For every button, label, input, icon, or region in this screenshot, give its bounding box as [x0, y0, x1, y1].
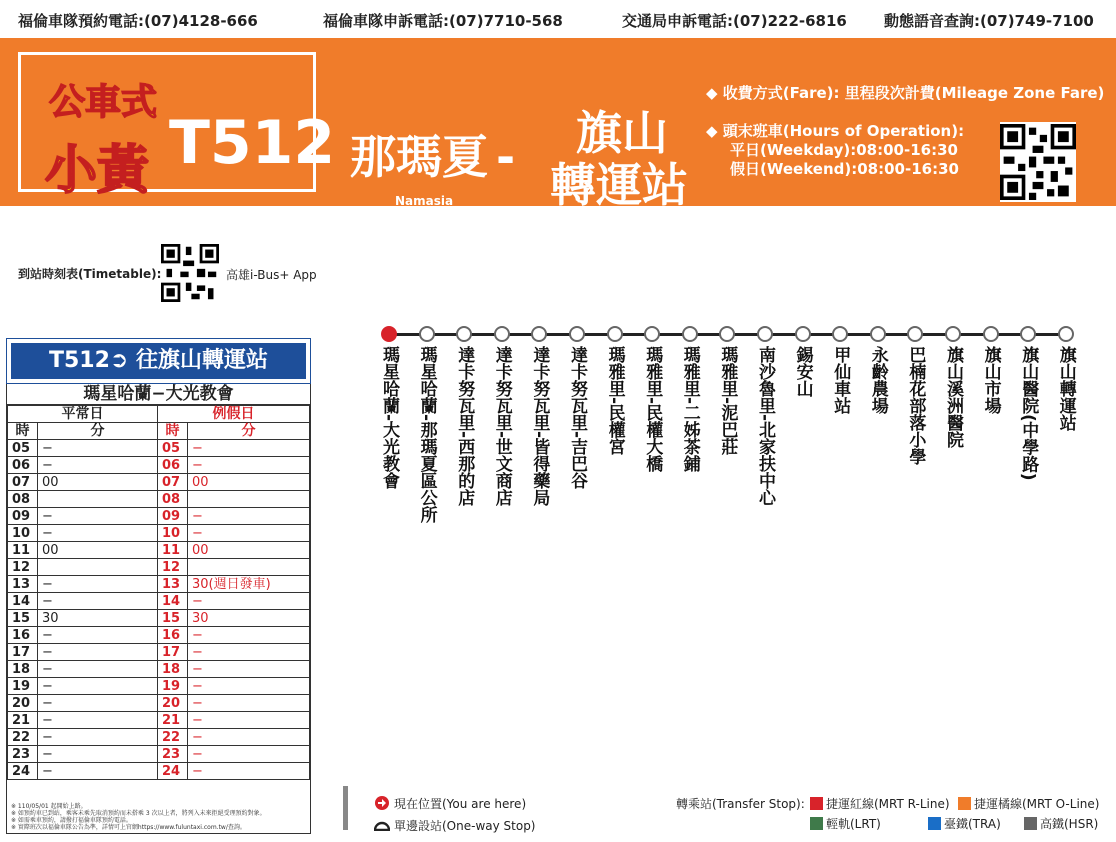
- stop-marker: [907, 326, 923, 342]
- weekday-hour: 16: [8, 627, 38, 644]
- weekday-hour: 12: [8, 559, 38, 576]
- timetable-row: [8, 491, 310, 508]
- stop-name: 瑪雅里-二姊茶鋪: [679, 346, 700, 473]
- holiday-hour: 20: [158, 695, 188, 712]
- holiday-hour: 05: [158, 440, 188, 457]
- weekday-minute: −: [38, 440, 158, 457]
- weekday-minute: −: [38, 457, 158, 474]
- stop-marker: [682, 326, 698, 342]
- legend-you-are-here: [374, 795, 526, 812]
- timetable-row: [8, 712, 310, 729]
- legend-you-label: 現在位置(You are here): [394, 797, 527, 811]
- stop-name: 旗山溪洲醫院: [943, 346, 963, 448]
- timetable-grid: [7, 405, 310, 780]
- legend-mrt-r: [810, 795, 950, 812]
- holiday-minute: −: [188, 627, 310, 644]
- holiday-minute: 30(週日發車): [188, 576, 310, 593]
- stop-marker: [1020, 326, 1036, 342]
- stop-marker: [531, 326, 547, 342]
- stop-marker: [419, 326, 435, 342]
- holiday-hour: 18: [158, 661, 188, 678]
- weekday-hour: 17: [8, 644, 38, 661]
- weekday-hour: 14: [8, 593, 38, 610]
- lrt-label: 輕軌(LRT): [826, 817, 881, 831]
- note-3: ※ 如需乘車預約，請撥打福倫車隊預約電話。: [11, 817, 132, 824]
- holiday-minute: −: [188, 678, 310, 695]
- legend-lrt: [810, 815, 881, 832]
- holiday-hour: 15: [158, 610, 188, 627]
- weekday-minute: −: [38, 661, 158, 678]
- bureau-phone: 交通局申訴電話:(07)222-6816: [622, 12, 847, 30]
- stop-name: 甲仙車站: [830, 346, 851, 414]
- stop-marker: [569, 326, 585, 342]
- timetable-row: [8, 678, 310, 695]
- origin-name: 那瑪夏: [350, 130, 488, 184]
- you-are-here-icon: [374, 796, 390, 810]
- timetable-link-label: 到站時刻表(Timetable):: [18, 267, 162, 281]
- current-stop-marker: [381, 326, 397, 342]
- weekday-hour-header: 時: [8, 423, 38, 440]
- weekday-minute: −: [38, 644, 158, 661]
- route-dash: -: [496, 130, 516, 184]
- legend-tra: [928, 815, 1001, 832]
- stop-marker: [456, 326, 472, 342]
- weekday-hour: 06: [8, 457, 38, 474]
- timetable-notes: [11, 803, 266, 831]
- weekday-hour: 20: [8, 695, 38, 712]
- stop-marker: [945, 326, 961, 342]
- holiday-minute: −: [188, 661, 310, 678]
- holiday-hour: 09: [158, 508, 188, 525]
- route-number: T512: [169, 108, 336, 178]
- note-2: ※ 如預約車已到站，乘客未乘先取消預約而未搭乘 3 次以上者，將列入未來拒絕受理預約對象。: [11, 810, 266, 817]
- timetable-row: [8, 542, 310, 559]
- weekday-hour: 22: [8, 729, 38, 746]
- stop-marker: [983, 326, 999, 342]
- lrt-swatch: [810, 817, 823, 830]
- weekday-minute: 00: [38, 542, 158, 559]
- stop-name: 瑪雅里-泥巴莊: [717, 346, 738, 456]
- holiday-hour: 19: [158, 678, 188, 695]
- destination-name-en: Cishan Transfer Station: [547, 212, 706, 226]
- destination-line2: 轉運站: [550, 158, 688, 212]
- weekday-minute: −: [38, 763, 158, 780]
- stop-name: 瑪雅里-民權大橋: [642, 346, 663, 473]
- holiday-minute: [188, 491, 310, 508]
- stop-name: 錫安山: [792, 346, 813, 397]
- stop-name: 瑪星哈蘭-那瑪夏區公所: [416, 346, 437, 524]
- transfer-legend-label: 轉乘站(Transfer Stop):: [676, 797, 805, 811]
- holiday-minute: −: [188, 712, 310, 729]
- operation-hours: [706, 122, 964, 179]
- holiday-minute: −: [188, 525, 310, 542]
- stop-marker: [607, 326, 623, 342]
- holiday-hour: 07: [158, 474, 188, 491]
- timetable-row: [8, 440, 310, 457]
- hsr-label: 高鐵(HSR): [1040, 817, 1099, 831]
- timetable-row: [8, 661, 310, 678]
- weekday-minute: −: [38, 695, 158, 712]
- holiday-minute: [188, 559, 310, 576]
- timetable-row: [8, 746, 310, 763]
- weekday-minute: [38, 559, 158, 576]
- holiday-minute: −: [188, 440, 310, 457]
- timetable-row: [8, 457, 310, 474]
- timetable-row: [8, 627, 310, 644]
- legend-one-way: [374, 817, 536, 834]
- holiday-minute: −: [188, 729, 310, 746]
- tra-label: 臺鐵(TRA): [944, 817, 1001, 831]
- stop-name: 瑪星哈蘭-大光教會: [379, 346, 399, 490]
- weekday-minute: −: [38, 508, 158, 525]
- note-1: ※ 110/05/01 起開始上路。: [11, 803, 87, 810]
- holiday-hour: 08: [158, 491, 188, 508]
- stop-name: 瑪雅里-民權宮: [604, 346, 625, 456]
- holiday-hour: 14: [158, 593, 188, 610]
- holiday-minute: 00: [188, 542, 310, 559]
- hours-title: ◆ 頭末班車(Hours of Operation):: [706, 122, 965, 140]
- stop-name: 達卡努瓦里-西那的店: [454, 346, 475, 507]
- timetable-row: [8, 508, 310, 525]
- legend-mrt-o: [958, 795, 1099, 812]
- legend-one-way-label: 單邊設站(One-way Stop): [394, 819, 536, 833]
- weekday-minute-header: 分: [38, 423, 158, 440]
- weekday-minute: −: [38, 525, 158, 542]
- weekday-hour: 21: [8, 712, 38, 729]
- origin-name-en: Namasia: [395, 194, 454, 208]
- timetable-row: [8, 610, 310, 627]
- holiday-hour: 12: [158, 559, 188, 576]
- timetable-panel: [6, 338, 311, 834]
- holiday-hour: 16: [158, 627, 188, 644]
- holiday-hour: 11: [158, 542, 188, 559]
- hsr-swatch: [1024, 817, 1037, 830]
- route-info-qr-code[interactable]: [1000, 122, 1076, 202]
- stop-marker: [1058, 326, 1074, 342]
- stop-name: 達卡努瓦里-世文商店: [491, 346, 512, 507]
- stop-name: 永齡農場: [867, 346, 888, 414]
- weekday-minute: 00: [38, 474, 158, 491]
- holiday-minute: −: [188, 763, 310, 780]
- stop-marker: [494, 326, 510, 342]
- holiday-minute: −: [188, 457, 310, 474]
- weekday-hour: 07: [8, 474, 38, 491]
- weekday-minute: −: [38, 712, 158, 729]
- stop-name: 旗山醫院(中學路): [1018, 346, 1039, 481]
- weekday-hour: 08: [8, 491, 38, 508]
- holiday-minute-header: 分: [188, 423, 310, 440]
- holiday-minute: −: [188, 746, 310, 763]
- holiday-minute: −: [188, 593, 310, 610]
- holiday-minute: 30: [188, 610, 310, 627]
- stop-name: 達卡努瓦里-皆得藥局: [529, 346, 550, 507]
- holiday-hour: 23: [158, 746, 188, 763]
- stop-name: 旗山市場: [980, 346, 1001, 414]
- weekday-hour: 13: [8, 576, 38, 593]
- holiday-header: 例假日: [158, 406, 310, 423]
- timetable-row: [8, 695, 310, 712]
- one-way-stop-icon: [374, 819, 390, 831]
- mrt-r-swatch: [810, 797, 823, 810]
- weekday-hour: 19: [8, 678, 38, 695]
- legend-hsr: [1024, 815, 1098, 832]
- brand-logo: [18, 52, 336, 201]
- timetable-subtitle: 瑪星哈蘭−大光教會: [7, 383, 310, 405]
- stop-marker: [644, 326, 660, 342]
- destination-line1: 旗山: [576, 106, 668, 160]
- hours-weekend: 假日(Weekend):08:00-16:30: [730, 160, 959, 178]
- brand-line1: 公車式: [49, 82, 158, 123]
- timetable-row: [8, 644, 310, 661]
- holiday-hour: 17: [158, 644, 188, 661]
- app-label: 高雄i-Bus+ App: [226, 268, 317, 282]
- timetable-title: T512➲ 往旗山轉運站: [7, 339, 310, 383]
- reserve-phone: 福倫車隊預約電話:(07)4128-666: [18, 12, 258, 30]
- timetable-row: [8, 576, 310, 593]
- holiday-hour: 13: [158, 576, 188, 593]
- hours-weekday: 平日(Weekday):08:00-16:30: [730, 141, 958, 159]
- fare-info: ◆ 收費方式(Fare): 里程段次計費(Mileage Zone Fare): [706, 84, 1105, 102]
- timetable-qr-code[interactable]: [160, 244, 220, 302]
- holiday-minute: −: [188, 508, 310, 525]
- weekday-hour: 18: [8, 661, 38, 678]
- stop-name: 達卡努瓦里-吉巴谷: [567, 346, 587, 490]
- timetable-row: [8, 729, 310, 746]
- weekday-minute: −: [38, 678, 158, 695]
- holiday-hour: 06: [158, 457, 188, 474]
- stop-marker: [795, 326, 811, 342]
- weekday-minute: −: [38, 729, 158, 746]
- route-banner: [0, 38, 1116, 234]
- holiday-hour: 10: [158, 525, 188, 542]
- weekday-minute: −: [38, 576, 158, 593]
- weekday-hour: 05: [8, 440, 38, 457]
- complaint-phone: 福倫車隊申訴電話:(07)7710-568: [323, 12, 563, 30]
- holiday-minute: −: [188, 644, 310, 661]
- weekday-minute: [38, 491, 158, 508]
- weekday-hour: 15: [8, 610, 38, 627]
- weekday-hour: 11: [8, 542, 38, 559]
- holiday-minute: 00: [188, 474, 310, 491]
- timetable-row: [8, 763, 310, 780]
- legend-divider: [343, 786, 348, 830]
- timetable-row: [8, 593, 310, 610]
- weekday-hour: 23: [8, 746, 38, 763]
- holiday-hour: 21: [158, 712, 188, 729]
- mrt-o-swatch: [958, 797, 971, 810]
- tra-swatch: [928, 817, 941, 830]
- holiday-hour-header: 時: [158, 423, 188, 440]
- timetable-row: [8, 559, 310, 576]
- weekday-minute: −: [38, 746, 158, 763]
- note-4: ※ 實際班次以福倫車隊公告為準，詳情可上官網https://www.fuluntaxi.com.tw/查詢。: [11, 824, 246, 831]
- timetable-row: [8, 474, 310, 491]
- weekday-minute: −: [38, 593, 158, 610]
- stop-name: 巴楠花部落小學: [905, 346, 926, 465]
- weekday-hour: 09: [8, 508, 38, 525]
- stop-marker: [832, 326, 848, 342]
- holiday-hour: 24: [158, 763, 188, 780]
- stop-name: 旗山轉運站: [1055, 346, 1076, 431]
- timetable-row: [8, 525, 310, 542]
- weekday-hour: 10: [8, 525, 38, 542]
- holiday-hour: 22: [158, 729, 188, 746]
- weekday-hour: 24: [8, 763, 38, 780]
- stop-marker: [719, 326, 735, 342]
- stop-marker: [870, 326, 886, 342]
- weekday-header: 平常日: [8, 406, 158, 423]
- voice-phone: 動態語音查詢:(07)749-7100: [884, 12, 1094, 30]
- brand-line2: 小黃: [45, 141, 150, 201]
- mrt-r-label: 捷運紅線(MRT R-Line): [826, 797, 950, 811]
- contact-phones: [0, 0, 1116, 38]
- weekday-minute: 30: [38, 610, 158, 627]
- stop-marker: [757, 326, 773, 342]
- holiday-minute: −: [188, 695, 310, 712]
- mrt-o-label: 捷運橘線(MRT O-Line): [974, 797, 1100, 811]
- weekday-minute: −: [38, 627, 158, 644]
- route-info-label: 路線資訊: [1004, 216, 1065, 234]
- stop-name: 南沙魯里-北家扶中心: [755, 346, 775, 507]
